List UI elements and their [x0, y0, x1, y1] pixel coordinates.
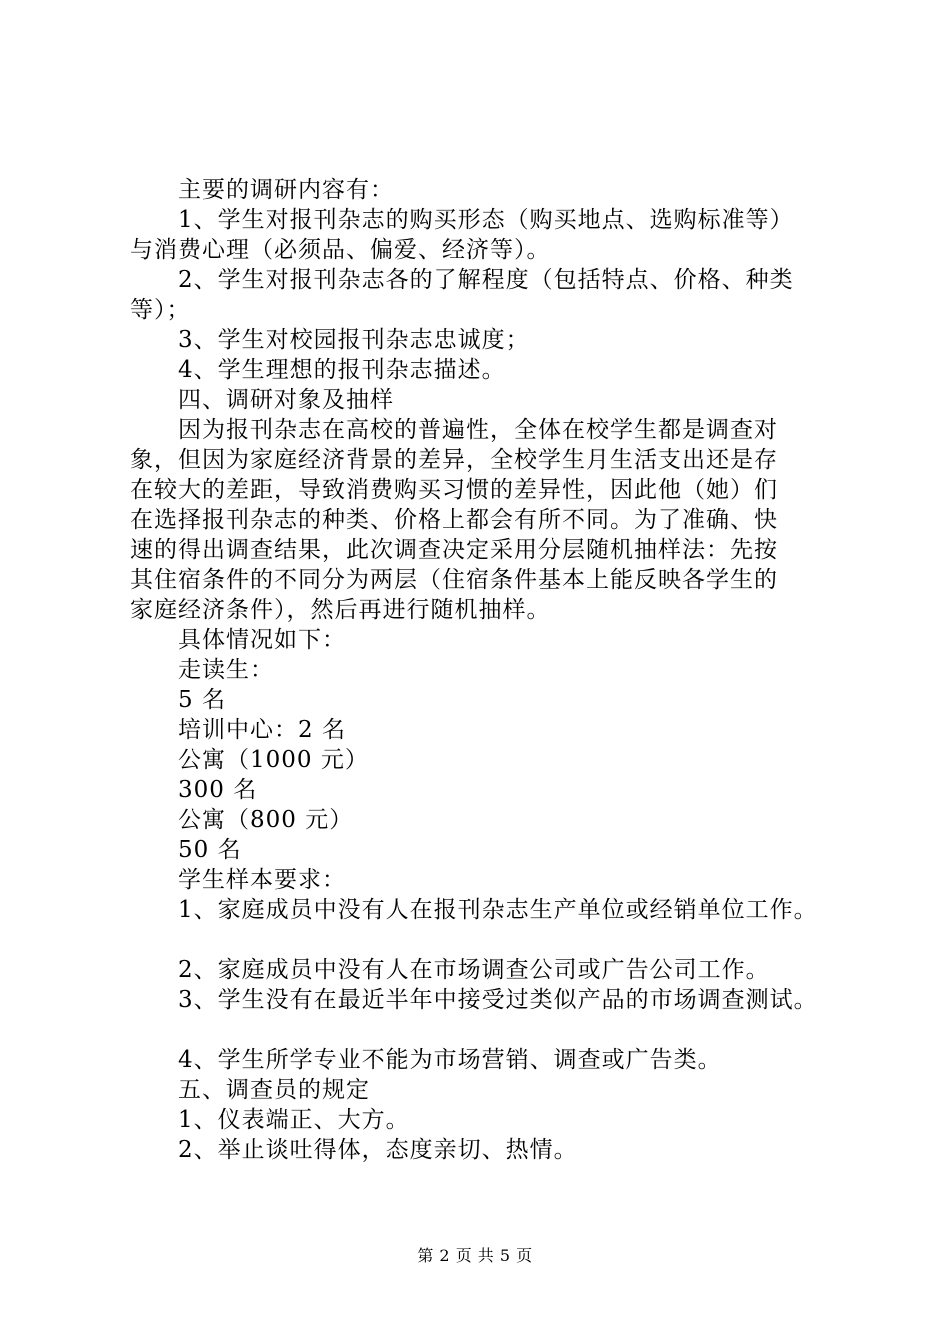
text-line: 1、仪表端正、大方。: [178, 1107, 410, 1133]
text-line: 等）；: [130, 297, 191, 323]
text-line: 具体情况如下：: [178, 627, 346, 653]
text-line: 其住宿条件的不同分为两层（住宿条件基本上能反映各学生的: [130, 567, 778, 593]
text-line: 象，但因为家庭经济背景的差异，全校学生月生活支出还是存: [130, 447, 778, 473]
blank-line: [130, 925, 842, 955]
text-line: 与消费心理（必须品、偏爱、经济等）。: [130, 237, 551, 263]
text-line: 2、举止谈吐得体，态度亲切、热情。: [178, 1137, 578, 1163]
blank-line: [130, 1015, 842, 1045]
text-line: 家庭经济条件），然后再进行随机抽样。: [130, 597, 551, 623]
text-line: 300 名: [178, 777, 258, 803]
text-line: 4、学生理想的报刊杂志描述。: [178, 357, 506, 383]
text-line: 2、家庭成员中没有人在市场调查公司或广告公司工作。: [178, 957, 770, 983]
text-line: 走读生：: [178, 657, 274, 683]
text-line: 在选择报刊杂志的种类、价格上都会有所不同。为了准确、快: [130, 507, 778, 533]
text-line: 4、学生所学专业不能为市场营销、调查或广告类。: [178, 1047, 722, 1073]
text-line: 50 名: [178, 837, 242, 863]
text-line: 2、学生对报刊杂志各的了解程度（包括特点、价格、种类: [178, 267, 794, 293]
text-line: 3、学生对校园报刊杂志忠诚度；: [178, 327, 530, 353]
text-line: 3、学生没有在最近半年中接受过类似产品的市场调查测试。: [178, 987, 818, 1013]
text-line: 速的得出调查结果，此次调查决定采用分层随机抽样法：先按: [130, 537, 778, 563]
text-line: 公寓（1000 元）: [178, 747, 369, 773]
text-line: 培训中心：2 名: [178, 717, 346, 743]
text-line: 1、学生对报刊杂志的购买形态（购买地点、选购标准等）: [178, 207, 794, 233]
text-line: 1、家庭成员中没有人在报刊杂志生产单位或经销单位工作。: [178, 897, 818, 923]
text-line: 主要的调研内容有：: [178, 177, 394, 203]
section-heading: 四、调研对象及抽样: [178, 387, 394, 413]
page-number-footer: 第 2 页 共 5 页: [417, 1246, 533, 1265]
text-line: 在较大的差距，导致消费购买习惯的差异性，因此他（她）们: [130, 477, 778, 503]
text-line: 学生样本要求：: [178, 867, 346, 893]
text-line: 因为报刊杂志在高校的普遍性，全体在校学生都是调查对: [178, 417, 778, 443]
text-line: 公寓（800 元）: [178, 807, 354, 833]
section-heading: 五、调查员的规定: [178, 1077, 370, 1103]
text-line: 5 名: [178, 687, 226, 713]
document-body: [130, 175, 842, 1165]
